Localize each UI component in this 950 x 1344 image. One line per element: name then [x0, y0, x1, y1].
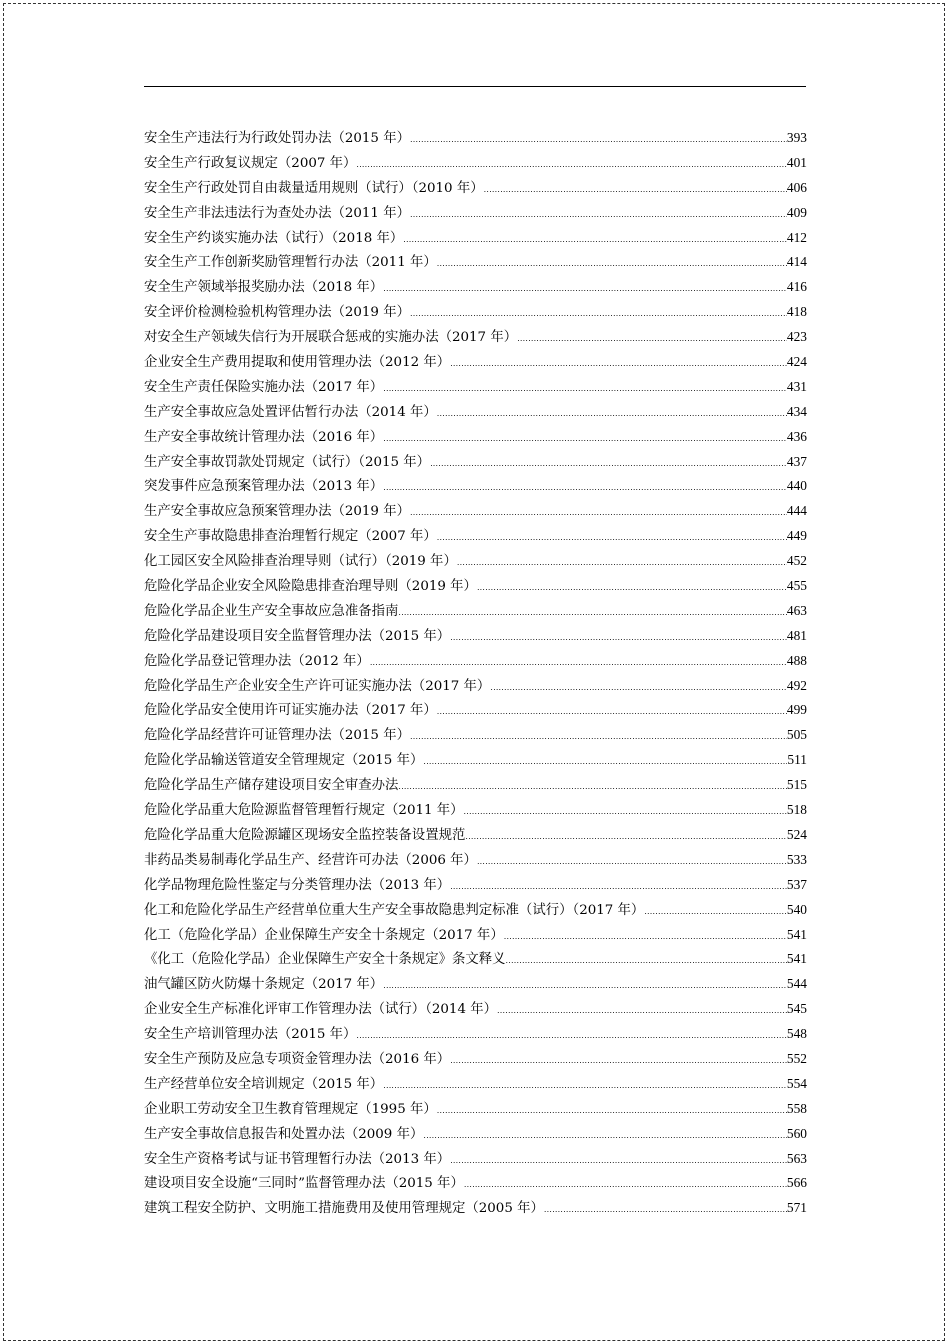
toc-entry-title: 突发事件应急预案管理办法（2013 年） — [144, 479, 384, 495]
toc-entry-page-number: 406 — [786, 179, 807, 195]
toc-entry[interactable] — [144, 1097, 807, 1122]
toc-entry-page-number: 537 — [786, 876, 807, 892]
toc-entry[interactable] — [144, 773, 807, 798]
toc-entry-title: 安全生产约谈实施办法（试行）（2018 年） — [144, 230, 404, 246]
toc-entry-title: 危险化学品建设项目安全监督管理办法（2015 年） — [144, 628, 451, 644]
toc-entry[interactable] — [144, 400, 807, 425]
toc-entry[interactable] — [144, 898, 807, 923]
toc-dot-leader — [490, 676, 787, 701]
toc-entry[interactable] — [144, 275, 807, 300]
toc-entry-title: 生产安全事故应急预案管理办法（2019 年） — [144, 504, 410, 520]
toc-dot-leader — [437, 526, 787, 551]
toc-dot-leader — [464, 1173, 787, 1198]
toc-entry-title: 建设项目安全设施“三同时”监督管理办法（2015 年） — [144, 1176, 464, 1192]
toc-dot-leader — [383, 277, 787, 302]
toc-entry-title: 企业职工劳动安全卫生教育管理规定（1995 年） — [144, 1101, 437, 1117]
toc-dot-leader — [497, 999, 787, 1024]
toc-entry-title: 危险化学品企业生产安全事故应急准备指南 — [144, 603, 399, 619]
toc-entry[interactable] — [144, 798, 807, 823]
toc-entry-title: 非药品类易制毒化学品生产、经营许可办法（2006 年） — [144, 852, 477, 868]
toc-entry-title: 危险化学品生产储存建设项目安全审查办法 — [144, 778, 399, 794]
toc-entry-title: 危险化学品登记管理办法（2012 年） — [144, 653, 370, 669]
toc-entry[interactable] — [144, 947, 807, 972]
toc-entry[interactable] — [144, 972, 807, 997]
toc-dot-leader — [383, 476, 787, 501]
toc-entry-page-number: 571 — [786, 1200, 807, 1216]
toc-entry[interactable] — [144, 1196, 807, 1221]
toc-entry-page-number: 560 — [786, 1125, 807, 1141]
toc-entry-title: 安全生产预防及应急专项资金管理办法（2016 年） — [144, 1051, 451, 1067]
toc-dot-leader — [504, 925, 787, 950]
toc-entry-title: 安全生产行政复议规定（2007 年） — [144, 155, 357, 171]
toc-entry-page-number: 544 — [786, 976, 807, 992]
toc-entry[interactable] — [144, 126, 807, 151]
toc-dot-leader — [383, 1074, 787, 1099]
toc-dot-leader — [484, 178, 787, 203]
toc-entry[interactable] — [144, 250, 807, 275]
table-of-contents — [144, 126, 807, 1221]
toc-entry-page-number: 541 — [786, 926, 807, 942]
toc-entry-page-number: 436 — [786, 428, 807, 444]
toc-entry-page-number: 540 — [786, 901, 807, 917]
toc-dot-leader — [410, 203, 787, 228]
toc-entry-page-number: 455 — [786, 578, 807, 594]
toc-entry-title: 安全生产工作创新奖励管理暂行办法（2011 年） — [144, 255, 437, 271]
toc-entry-page-number: 423 — [786, 329, 807, 345]
toc-entry[interactable] — [144, 1122, 807, 1147]
toc-entry[interactable] — [144, 474, 807, 499]
toc-entry-page-number: 488 — [786, 652, 807, 668]
toc-dot-leader — [506, 949, 787, 974]
toc-entry-page-number: 414 — [786, 254, 807, 270]
toc-entry-page-number: 437 — [786, 453, 807, 469]
toc-entry-title: 安全生产领域举报奖励办法（2018 年） — [144, 280, 384, 296]
toc-entry-page-number: 393 — [786, 130, 807, 145]
toc-dot-leader — [457, 551, 787, 576]
toc-entry[interactable] — [144, 574, 807, 599]
toc-entry-page-number: 444 — [786, 503, 807, 519]
toc-entry-title: 《化工（危险化学品）企业保障生产安全十条规定》条文释义 — [144, 952, 506, 968]
toc-entry[interactable] — [144, 624, 807, 649]
toc-entry-title: 企业安全生产费用提取和使用管理办法（2012 年） — [144, 355, 451, 371]
toc-entry-title: 安全生产违法行为行政处罚办法（2015 年） — [144, 131, 410, 146]
toc-entry-title: 化工园区安全风险排查治理导则（试行）（2019 年） — [144, 554, 457, 570]
toc-entry[interactable] — [144, 300, 807, 325]
toc-entry-title: 化工和危险化学品生产经营单位重大生产安全事故隐患判定标准（试行）（2017 年） — [144, 902, 645, 918]
toc-entry[interactable] — [144, 1022, 807, 1047]
toc-entry[interactable] — [144, 698, 807, 723]
toc-entry-page-number: 541 — [786, 951, 807, 967]
toc-entry-page-number: 554 — [786, 1075, 807, 1091]
toc-dot-leader — [437, 1099, 787, 1124]
toc-dot-leader — [383, 974, 787, 999]
toc-entry[interactable] — [144, 599, 807, 624]
toc-entry-title: 生产安全事故信息报告和处置办法（2009 年） — [144, 1126, 424, 1142]
toc-entry-page-number: 545 — [786, 1001, 807, 1017]
toc-entry-title: 安全生产行政处罚自由裁量适用规则（试行）（2010 年） — [144, 180, 484, 196]
toc-entry[interactable] — [144, 1147, 807, 1172]
toc-entry[interactable] — [144, 674, 807, 699]
toc-dot-leader — [477, 576, 787, 601]
toc-entry-title: 安全生产责任保险实施办法（2017 年） — [144, 379, 384, 395]
toc-dot-leader — [465, 825, 787, 850]
toc-entry[interactable] — [144, 425, 807, 450]
toc-entry[interactable] — [144, 549, 807, 574]
toc-entry-page-number: 424 — [786, 354, 807, 370]
toc-entry-page-number: 552 — [786, 1050, 807, 1066]
toc-entry[interactable] — [144, 226, 807, 251]
header-rule — [144, 86, 806, 87]
toc-entry-page-number: 409 — [786, 204, 807, 220]
toc-entry-page-number: 533 — [786, 851, 807, 867]
toc-entry-title: 安全生产事故隐患排查治理暂行规定（2007 年） — [144, 529, 437, 545]
toc-entry-page-number: 511 — [787, 752, 807, 768]
toc-dot-leader — [423, 750, 787, 775]
toc-entry[interactable] — [144, 1047, 807, 1072]
toc-entry-page-number: 524 — [786, 826, 807, 842]
toc-entry-title: 安全评价检测检验机构管理办法（2019 年） — [144, 305, 410, 321]
toc-entry[interactable] — [144, 151, 807, 176]
toc-entry-title: 安全生产非法违法行为查处办法（2011 年） — [144, 205, 410, 221]
toc-dot-leader — [398, 775, 786, 800]
toc-entry[interactable] — [144, 524, 807, 549]
toc-entry[interactable] — [144, 176, 807, 201]
toc-entry-page-number: 558 — [786, 1100, 807, 1116]
toc-entry-title: 生产经营单位安全培训规定（2015 年） — [144, 1076, 384, 1092]
toc-dot-leader — [370, 651, 787, 676]
toc-entry-page-number: 463 — [786, 602, 807, 618]
toc-entry-title: 安全生产资格考试与证书管理暂行办法（2013 年） — [144, 1151, 451, 1167]
toc-entry[interactable] — [144, 1171, 807, 1196]
toc-entry[interactable] — [144, 1072, 807, 1097]
toc-entry-page-number: 452 — [786, 553, 807, 569]
toc-dot-leader — [517, 327, 787, 352]
toc-entry[interactable] — [144, 350, 807, 375]
toc-entry-title: 生产安全事故统计管理办法（2016 年） — [144, 429, 384, 445]
toc-dot-leader — [398, 601, 786, 626]
toc-entry-page-number: 481 — [786, 627, 807, 643]
toc-dot-leader — [437, 402, 787, 427]
toc-entry-title: 危险化学品重大危险源监督管理暂行规定（2011 年） — [144, 803, 464, 819]
toc-entry-page-number: 492 — [786, 677, 807, 693]
toc-entry-title: 生产安全事故罚款处罚规定（试行）（2015 年） — [144, 454, 431, 470]
toc-entry-title: 化学品物理危险性鉴定与分类管理办法（2013 年） — [144, 877, 451, 893]
toc-entry-page-number: 518 — [786, 802, 807, 818]
toc-entry-title: 生产安全事故应急处置评估暂行办法（2014 年） — [144, 404, 437, 420]
toc-dot-leader — [450, 352, 787, 377]
toc-dot-leader — [356, 1024, 786, 1049]
toc-entry-title: 对安全生产领域失信行为开展联合惩戒的实施办法（2017 年） — [144, 330, 518, 346]
toc-entry-title: 危险化学品安全使用许可证实施办法（2017 年） — [144, 703, 437, 719]
toc-dot-leader — [383, 377, 787, 402]
toc-entry-page-number: 515 — [786, 777, 807, 793]
toc-entry-title: 油气罐区防火防爆十条规定（2017 年） — [144, 977, 384, 993]
toc-entry[interactable] — [144, 997, 807, 1022]
toc-entry-page-number: 499 — [786, 702, 807, 718]
toc-entry-page-number: 401 — [786, 154, 807, 170]
toc-entry[interactable] — [144, 923, 807, 948]
toc-entry-page-number: 449 — [786, 528, 807, 544]
toc-dot-leader — [423, 1124, 787, 1149]
toc-entry[interactable] — [144, 375, 807, 400]
toc-entry-page-number: 505 — [786, 727, 807, 743]
toc-dot-leader — [544, 1198, 787, 1223]
toc-entry-title: 危险化学品生产企业安全生产许可证实施办法（2017 年） — [144, 678, 491, 694]
toc-entry-title: 企业安全生产标准化评审工作管理办法（试行）（2014 年） — [144, 1002, 498, 1018]
toc-dot-leader — [437, 700, 787, 725]
toc-entry-page-number: 412 — [786, 229, 807, 245]
toc-entry-page-number: 434 — [786, 403, 807, 419]
toc-dot-leader — [450, 875, 787, 900]
toc-dot-leader — [410, 302, 787, 327]
toc-entry-title: 安全生产培训管理办法（2015 年） — [144, 1027, 357, 1043]
toc-dot-leader — [464, 800, 787, 825]
toc-entry[interactable] — [144, 848, 807, 873]
toc-dot-leader — [450, 626, 787, 651]
toc-dot-leader — [430, 452, 787, 477]
toc-entry-page-number: 548 — [786, 1026, 807, 1042]
toc-entry-page-number: 440 — [786, 478, 807, 494]
toc-entry[interactable] — [144, 450, 807, 475]
toc-entry-title: 危险化学品企业安全风险隐患排查治理导则（2019 年） — [144, 579, 477, 595]
toc-entry[interactable] — [144, 823, 807, 848]
toc-dot-leader — [410, 128, 787, 153]
toc-dot-leader — [450, 1049, 787, 1074]
toc-entry[interactable] — [144, 325, 807, 350]
toc-entry[interactable] — [144, 873, 807, 898]
toc-dot-leader — [410, 725, 787, 750]
toc-entry-title: 危险化学品输送管道安全管理规定（2015 年） — [144, 753, 424, 769]
toc-entry[interactable] — [144, 499, 807, 524]
toc-dot-leader — [356, 153, 786, 178]
toc-dot-leader — [383, 427, 787, 452]
toc-dot-leader — [437, 252, 787, 277]
toc-entry-page-number: 566 — [786, 1175, 807, 1191]
toc-entry-title: 危险化学品经营许可证管理办法（2015 年） — [144, 728, 410, 744]
toc-entry[interactable] — [144, 201, 807, 226]
toc-dot-leader — [477, 850, 787, 875]
toc-entry-title: 建筑工程安全防护、文明施工措施费用及使用管理规定（2005 年） — [144, 1201, 544, 1217]
toc-entry-page-number: 431 — [786, 378, 807, 394]
toc-dot-leader — [450, 1149, 787, 1174]
toc-entry[interactable] — [144, 649, 807, 674]
toc-entry-page-number: 418 — [786, 304, 807, 320]
toc-entry-title: 化工（危险化学品）企业保障生产安全十条规定（2017 年） — [144, 927, 504, 943]
toc-entry-page-number: 563 — [786, 1150, 807, 1166]
toc-entry[interactable] — [144, 723, 807, 748]
toc-entry-title: 危险化学品重大危险源罐区现场安全监控装备设置规范 — [144, 827, 466, 843]
toc-dot-leader — [403, 228, 787, 253]
toc-dot-leader — [644, 900, 787, 925]
toc-entry[interactable] — [144, 748, 807, 773]
toc-dot-leader — [410, 501, 787, 526]
toc-entry-page-number: 416 — [786, 279, 807, 295]
